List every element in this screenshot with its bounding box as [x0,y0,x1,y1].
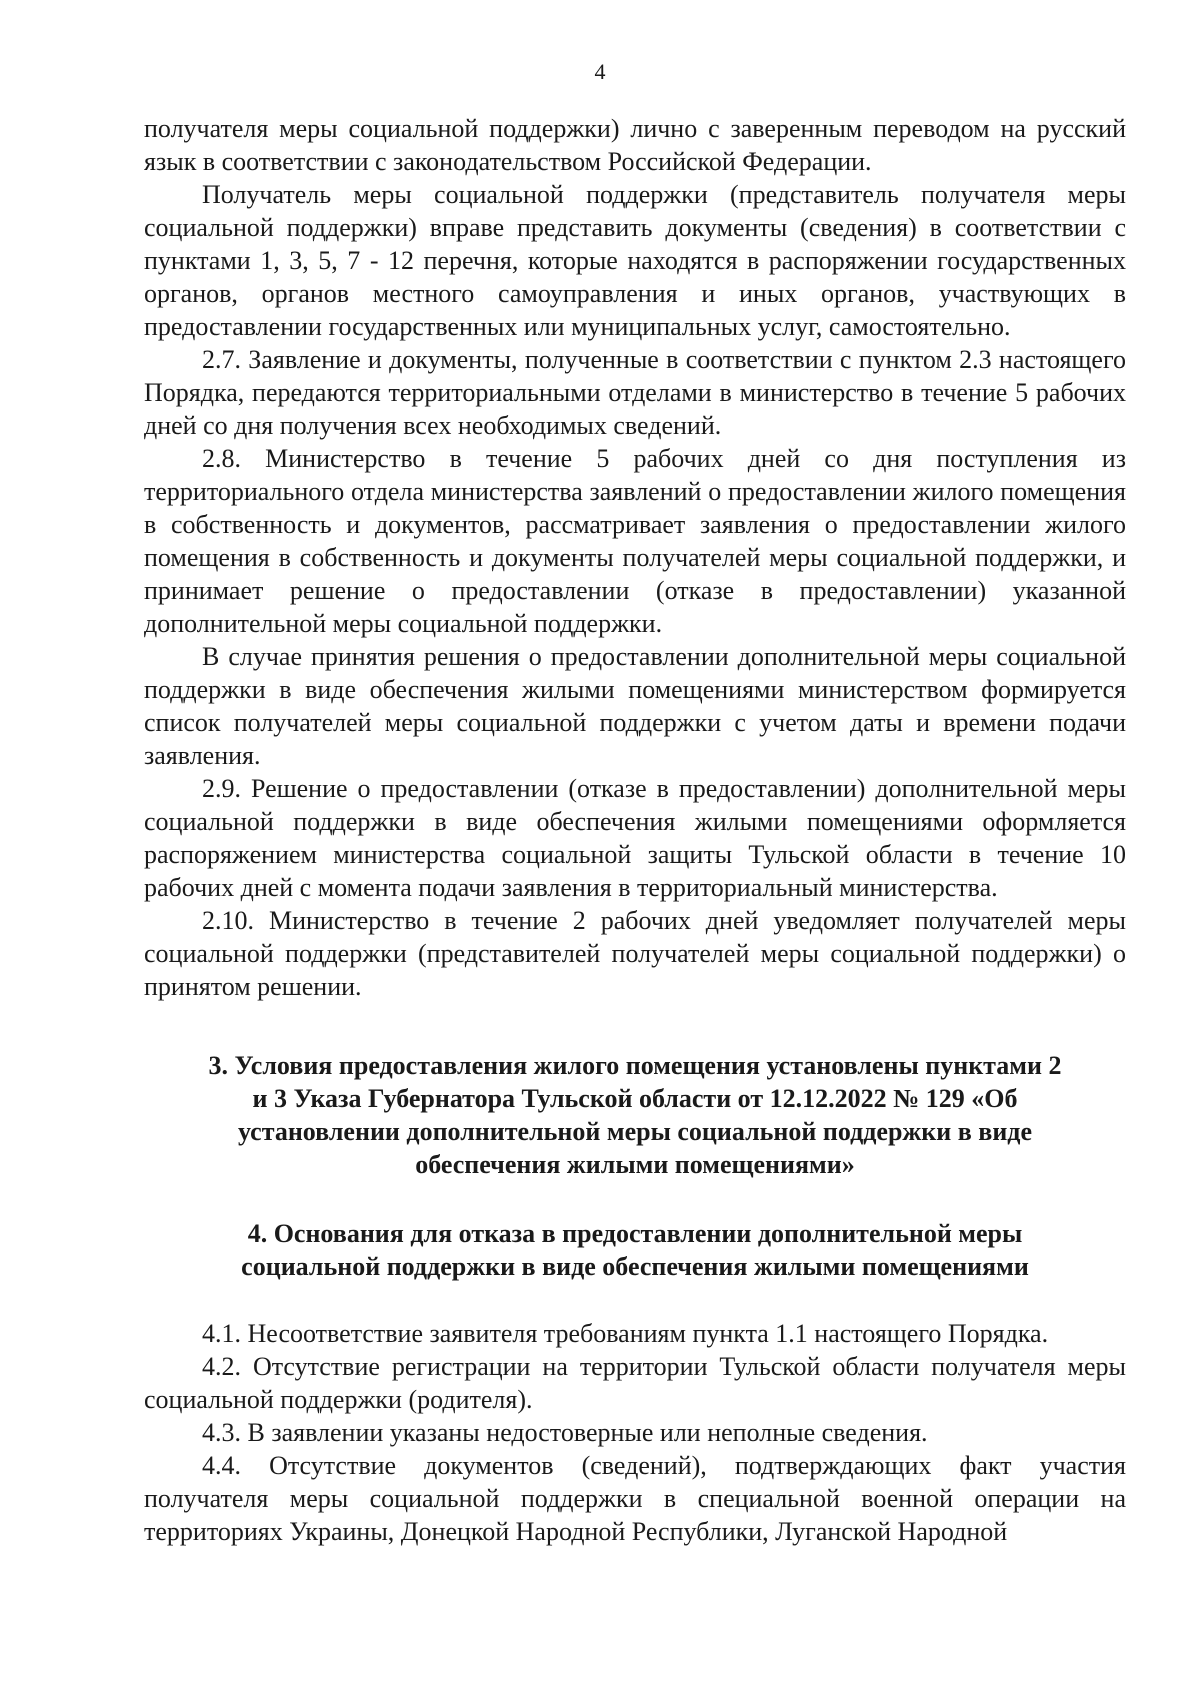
paragraph-2-8: 2.8. Министерство в течение 5 рабочих дней со дня поступления из территориального отдела министерства заявлений о предоставлении жилого помещения в собственность и документов, рассматривает заявления о предоставлении жилого помещения в собственность и документы получателей меры социальной поддержки, и принимает решение о предоставлении (отказе в предоставлении) указанной дополнительной меры социальной поддержки. [144,444,1126,638]
spacer [144,1003,1126,1049]
paragraph-2-8-list: В случае принятия решения о предоставлении дополнительной меры социальной поддержки в виде обеспечения жилыми помещениями министерством формируется список получателей меры социальной поддержки с учетом даты и времени подачи заявления. [144,642,1126,770]
section-3-heading: 3. Условия предоставления жилого помещения установлены пунктами 2 и 3 Указа Губернатора Тульской области от 12.12.2022 № 129 «Об установлении дополнительной меры социальной поддержки в виде обеспечения жилыми помещениями» [208,1051,1062,1179]
paragraph-continuation: получателя меры социальной поддержки) лично с заверенным переводом на русский язык в соответствии с законодательством Российской Федерации. [144,114,1126,176]
paragraph-4-4: 4.4. Отсутствие документов (сведений), подтверждающих факт участия получателя меры социальной поддержки в специальной военной операции на территориях Украины, Донецкой Народной Республики, Луганской Народной [144,1451,1126,1546]
paragraph-4-2: 4.2. Отсутствие регистрации на территории Тульской области получателя меры социальной поддержки (родителя). [144,1352,1126,1414]
spacer [144,1181,1126,1217]
section-4-heading: 4. Основания для отказа в предоставлении дополнительной меры социальной поддержки в виде обеспечения жилыми помещениями [241,1219,1029,1281]
paragraph-2-10: 2.10. Министерство в течение 2 рабочих дней уведомляет получателей меры социальной поддержки (представителей получателей меры социальной поддержки) о принятом решении. [144,906,1126,1001]
spacer [144,1283,1126,1317]
paragraph-documents-self-submission: Получатель меры социальной поддержки (представитель получателя меры социальной поддержки) вправе представить документы (сведения) в соответствии с пунктами 1, 3, 5, 7 - 12 перечня, которые находятся в распоряжении государственных органов, органов местного самоуправления и иных органов, участвующих в предоставлении государственных или муниципальных услуг, самостоятельно. [144,180,1126,341]
paragraph-4-1: 4.1. Несоответствие заявителя требованиям пункта 1.1 настоящего Порядка. [202,1319,1049,1348]
paragraph-2-7: 2.7. Заявление и документы, полученные в соответствии с пунктом 2.3 настоящего Порядка, передаются территориальными отделами в министерство в течение 5 рабочих дней со дня получения всех необходимых сведений. [144,345,1126,440]
page-number: 4 [594,59,606,84]
paragraph-4-3: 4.3. В заявлении указаны недостоверные или неполные сведения. [202,1418,928,1447]
document-body [144,112,1126,1548]
paragraph-2-9: 2.9. Решение о предоставлении (отказе в предоставлении) дополнительной меры социальной поддержки в виде обеспечения жилыми помещениями оформляется распоряжением министерства социальной защиты Тульской области в течение 10 рабочих дней с момента подачи заявления в территориальный министерства. [144,774,1126,902]
